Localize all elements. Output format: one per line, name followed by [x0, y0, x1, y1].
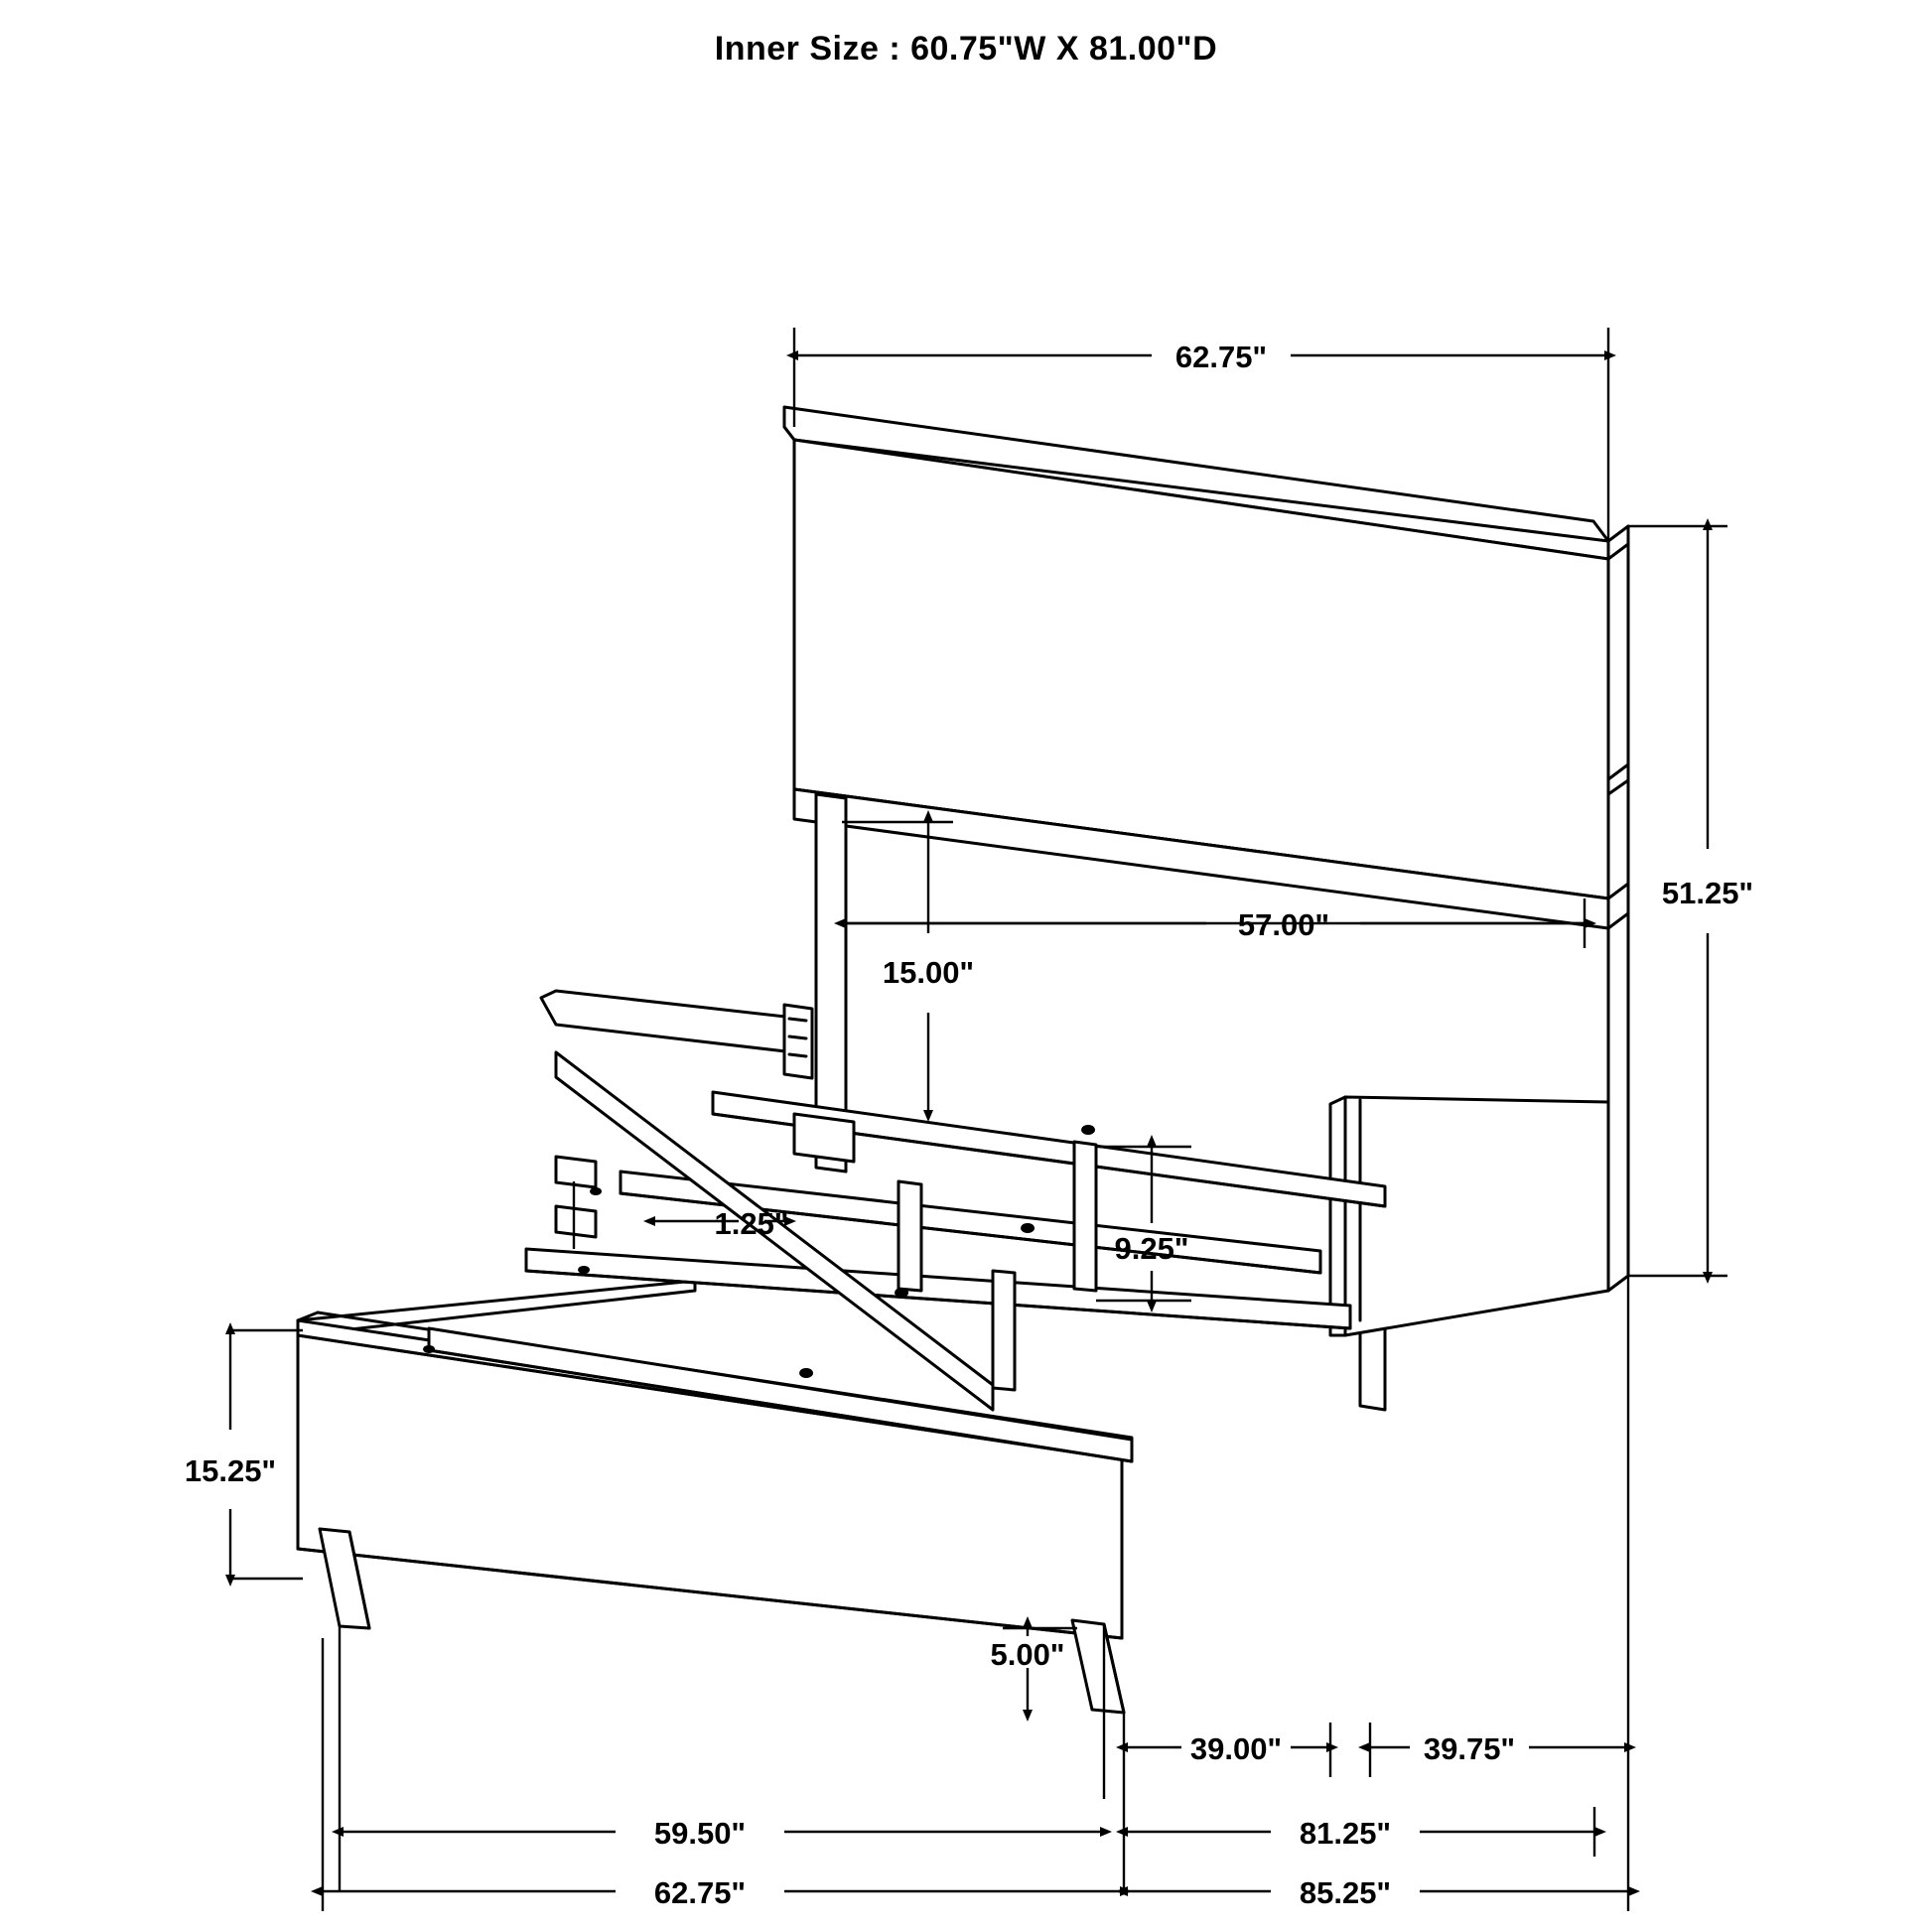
label-center-to-head: 39.75" — [1423, 1731, 1516, 1766]
label-panel-width: 57.00" — [1237, 907, 1330, 942]
label-rail-thickness: 1.25" — [714, 1206, 789, 1241]
center-leg-mid — [898, 1181, 921, 1291]
center-leg-near — [993, 1271, 1015, 1390]
label-leg-height: 5.00" — [990, 1637, 1065, 1672]
label-headboard-height: 51.25" — [1661, 876, 1754, 910]
label-outer-length-total: 85.25" — [1299, 1875, 1392, 1910]
label-footboard-height: 15.25" — [184, 1453, 277, 1488]
page-title: Inner Size : 60.75"W X 81.00"D — [714, 30, 1218, 68]
label-outer-length-side: 62.75" — [653, 1875, 747, 1910]
side-rail-right — [1345, 1097, 1608, 1335]
label-foot-to-center: 39.00" — [1189, 1731, 1283, 1766]
label-inner-length-total: 81.25" — [1299, 1816, 1392, 1851]
center-leg-far — [1074, 1142, 1096, 1291]
side-rail-left — [541, 991, 794, 1052]
label-headboard-width-top: 62.75" — [1174, 340, 1268, 374]
label-side-rail-height: 9.25" — [1114, 1231, 1189, 1266]
side-rail-long — [1330, 1097, 1345, 1335]
bed-drawing — [298, 407, 1628, 1713]
headboard-right-post — [1608, 526, 1628, 1291]
label-inner-length-side: 59.50" — [653, 1816, 747, 1851]
label-slat-clearance: 15.00" — [882, 955, 975, 990]
